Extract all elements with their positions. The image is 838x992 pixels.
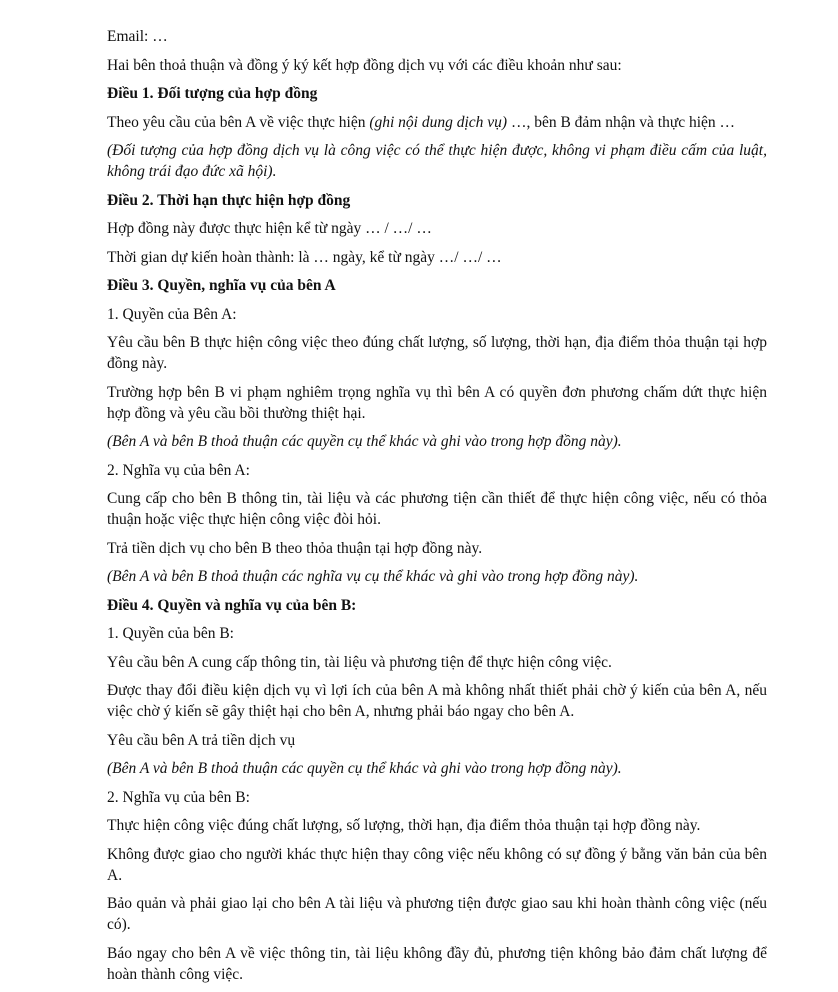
article-4-duty-2: Không được giao cho người khác thực hiện thay công việc nếu không có sự đồng ý bằng văn bản của bên A. [107,845,767,884]
article-3-duty-1: Cung cấp cho bên B thông tin, tài liệu và các phương tiện cần thiết để thực hiện công việc, nếu có thỏa thuận hoặc việc thực hiện công việc đòi hỏi. [107,490,767,528]
article-2-title: Điều 2. Thời hạn thực hiện hợp đồng [107,191,351,209]
article-3-duties-heading: 2. Nghĩa vụ của bên A: [107,461,250,479]
article-4-duty-1: Thực hiện công việc đúng chất lượng, số lượng, thời hạn, địa điểm thỏa thuận tại hợp đồng này. [107,817,701,834]
article-4-rights-heading: 1. Quyền của bên B: [107,625,234,642]
contract-page [107,26,767,992]
article-4-right-2: Được thay đổi điều kiện dịch vụ vì lợi ích của bên A mà không nhất thiết phải chờ ý kiến của bên A, nếu việc chờ ý kiến sẽ gây thiệt hại cho bên A, nhưng phải báo ngay cho bên A. [107,682,767,720]
article-4-duty-3: Bảo quản và phải giao lại cho bên A tài liệu và phương tiện được giao sau khi hoàn thành công việc (nếu có). [107,895,767,933]
article-4-rights-note: (Bên A và bên B thoả thuận các quyền cụ thể khác và ghi vào trong hợp đồng này). [107,760,622,777]
article-3-right-2: Trường hợp bên B vi phạm nghiêm trọng nghĩa vụ thì bên A có quyền đơn phương chấm dứt thực hiện hợp đồng và yêu cầu bồi thường thiệt hại. [107,383,767,422]
article-3-right-1: Yêu cầu bên B thực hiện công việc theo đúng chất lượng, số lượng, thời hạn, địa điểm thỏa thuận tại hợp đồng này. [107,334,767,372]
article-1-service-placeholder: (ghi nội dung dịch vụ) [369,113,508,131]
article-1-title: Điều 1. Đối tượng của hợp đồng [107,85,318,102]
article-3-rights-heading: 1. Quyền của Bên A: [107,305,237,323]
article-1-text-end: …, bên B đảm nhận và thực hiện … [507,113,736,131]
article-4-title: Điều 4. Quyền và nghĩa vụ của bên B: [107,596,357,614]
intro-paragraph: Hai bên thoả thuận và đồng ý ký kết hợp đồng dịch vụ với các điều khoản như sau: [107,56,622,74]
article-4-right-3: Yêu cầu bên A trả tiền dịch vụ [107,731,296,749]
article-3-rights-note: (Bên A và bên B thoả thuận các quyền cụ thể khác và ghi vào trong hợp đồng này). [107,433,622,450]
article-4-right-1: Yêu cầu bên A cung cấp thông tin, tài liệu và phương tiện để thực hiện công việc. [107,653,612,671]
article-2-duration: Thời gian dự kiến hoàn thành: là … ngày, kể từ ngày …/ …/ … [107,248,502,266]
article-1-paragraph [107,112,767,133]
article-3-title: Điều 3. Quyền, nghĩa vụ của bên A [107,277,336,294]
article-2-start-date: Hợp đồng này được thực hiện kể từ ngày … / …/ … [107,220,432,237]
article-4-duties-heading: 2. Nghĩa vụ của bên B: [107,788,250,806]
article-4-duty-4: Báo ngay cho bên A về việc thông tin, tài liệu không đầy đủ, phương tiện không bảo đảm chất lượng để hoàn thành công việc. [107,944,767,983]
article-3-duty-2: Trả tiền dịch vụ cho bên B theo thỏa thuận tại hợp đồng này. [107,539,483,557]
article-1-text-start: Theo yêu cầu của bên A về việc thực hiện [107,113,370,131]
email-line: Email: … [107,28,168,45]
article-3-duties-note: (Bên A và bên B thoả thuận các nghĩa vụ cụ thể khác và ghi vào trong hợp đồng này). [107,568,639,585]
article-1-note: (Đối tượng của hợp đồng dịch vụ là công việc có thể thực hiện được, không vi phạm điều cấm của luật, không trái đạo đức xã hội). [107,142,767,180]
